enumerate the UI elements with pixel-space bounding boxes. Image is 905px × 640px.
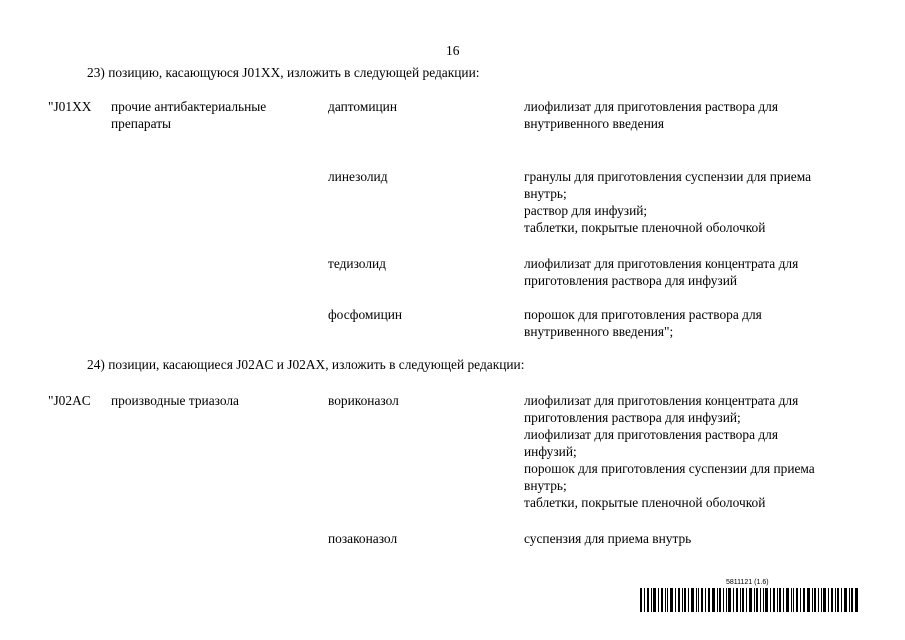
s23-form-line: внутривенного введения	[524, 116, 665, 131]
s24-form-line: лиофилизат для приготовления раствора для	[524, 427, 779, 442]
s23-drug-daptomycin: даптомицин	[328, 99, 397, 114]
s24-form-line: инфузий;	[524, 444, 577, 459]
s23-form-line: внутривенного введения";	[524, 324, 674, 339]
s23-drug-linezolid: линезолид	[328, 169, 388, 184]
s23-drug-fosfomycin: фосфомицин	[328, 307, 403, 322]
barcode-image	[640, 588, 858, 612]
s24-form-line: таблетки, покрытые пленочной оболочкой	[524, 495, 766, 510]
barcode-caption: 5811121 (1.6)	[726, 579, 769, 586]
s24-form-line: лиофилизат для приготовления концентрата для	[524, 393, 799, 408]
s23-group-line1: прочие антибактериальные	[111, 99, 267, 114]
s23-form-line: внутрь;	[524, 186, 567, 201]
s24-form-line: внутрь;	[524, 478, 567, 493]
s23-form-line: порошок для приготовления раствора для	[524, 307, 762, 322]
s23-code: "J01XX	[48, 99, 92, 114]
section-23-intro: 23) позицию, касающуюся J01XX, изложить в следующей редакции:	[87, 65, 480, 80]
s23-form-line: раствор для инфузий;	[524, 203, 648, 218]
s23-form-line: приготовления раствора для инфузий	[524, 273, 738, 288]
s24-group: производные триазола	[111, 393, 239, 408]
section-24-intro: 24) позиции, касающиеся J02AC и J02AX, изложить в следующей редакции:	[87, 357, 525, 372]
s23-group-line2: препараты	[111, 116, 172, 131]
s23-form-line: гранулы для приготовления суспензии для приема	[524, 169, 812, 184]
s23-form-line: таблетки, покрытые пленочной оболочкой	[524, 220, 766, 235]
s24-drug-posaconazole: позаконазол	[328, 531, 398, 546]
s23-form-line: лиофилизат для приготовления концентрата для	[524, 256, 799, 271]
s24-drug-voriconazole: вориконазол	[328, 393, 399, 408]
s23-drug-tedizolid: тедизолид	[328, 256, 386, 271]
s24-form-line: суспензия для приема внутрь	[524, 531, 692, 546]
s24-form-line: приготовления раствора для инфузий;	[524, 410, 741, 425]
s24-form-line: порошок для приготовления суспензии для приема	[524, 461, 815, 476]
page-number: 16	[446, 43, 460, 58]
s24-code: "J02AC	[48, 393, 91, 408]
s23-form-line: лиофилизат для приготовления раствора для	[524, 99, 779, 114]
